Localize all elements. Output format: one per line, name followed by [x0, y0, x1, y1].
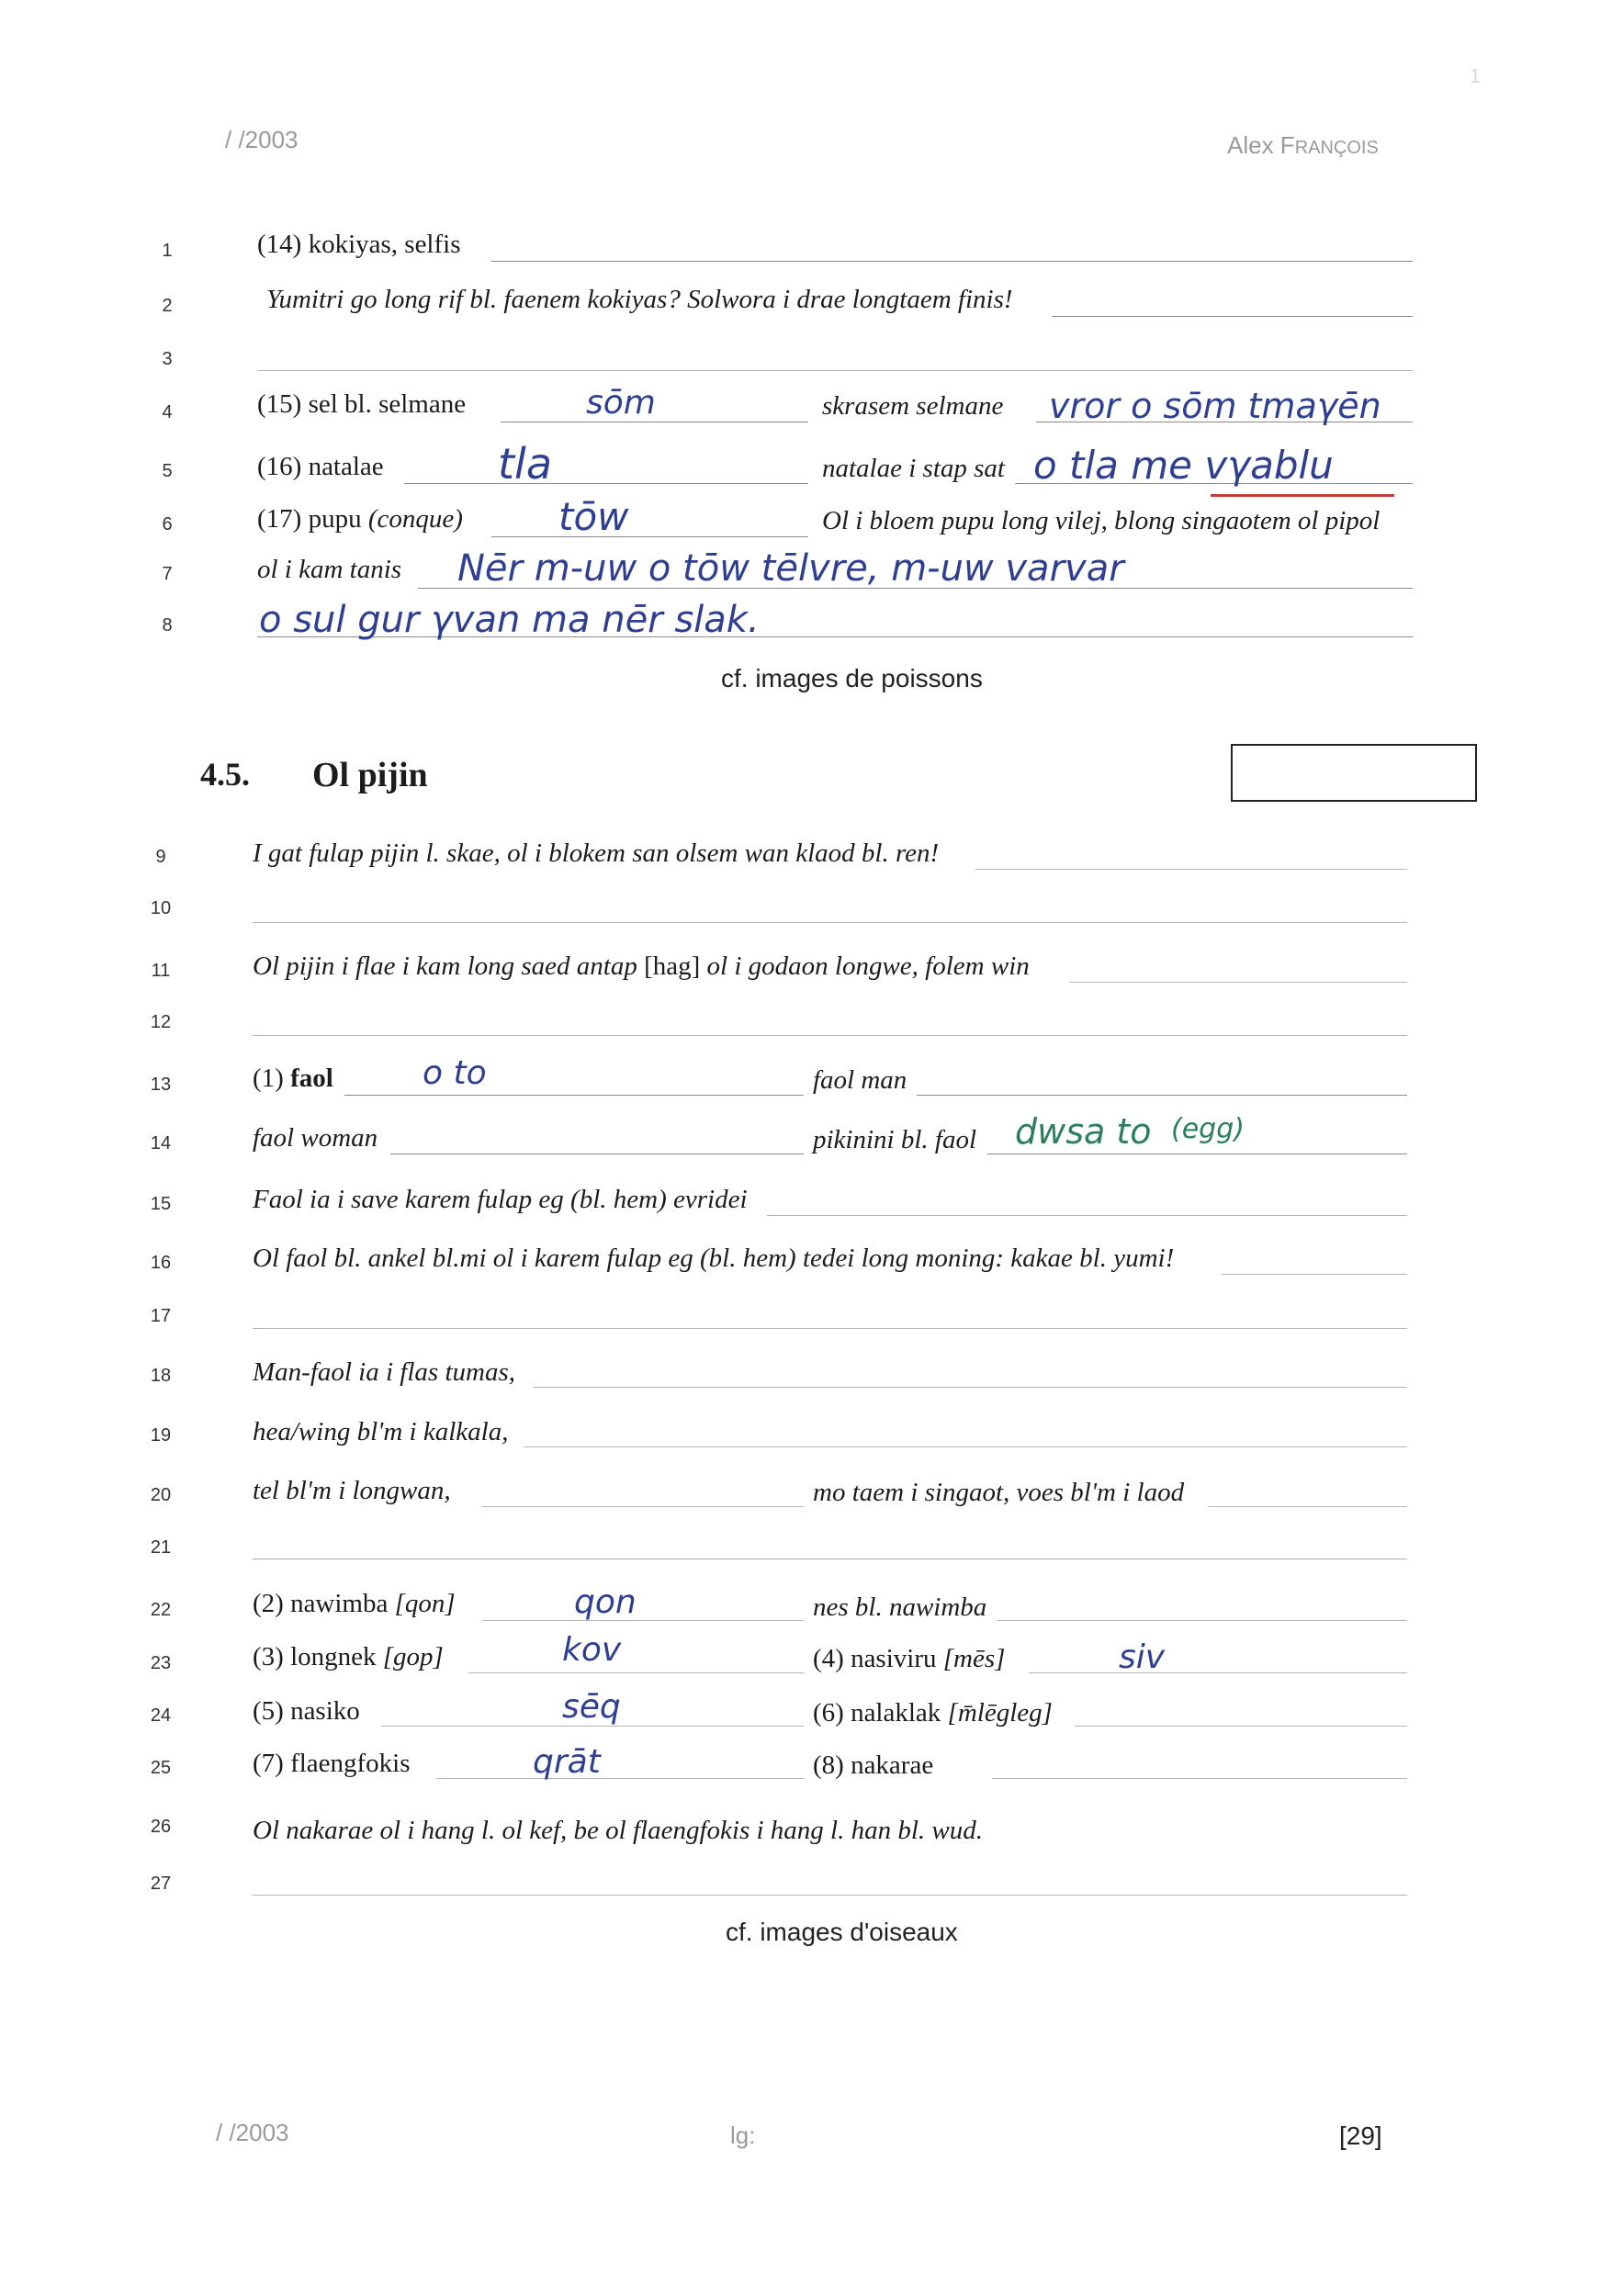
q1-answer-handwritten: o to [423, 1054, 487, 1092]
line-number: 21 [150, 1537, 172, 1558]
q5-label: (5) nasiko [253, 1696, 360, 1726]
line18-sentence: Man-faol ia i flas tumas, [253, 1357, 515, 1387]
corner-mark: 1 [1470, 64, 1482, 87]
line-number: 22 [150, 1600, 172, 1620]
crossref-oiseaux: cf. images d'oiseaux [726, 1918, 958, 1946]
q17-line2-answer-handwritten: Nēr m-uw o tōw tēlvre, m-uw varvar [457, 547, 1124, 590]
line11-part-c: ol i godaon longwe, folem win [700, 951, 1030, 981]
line-number: 11 [151, 961, 171, 981]
section-number: 4.5. [200, 756, 250, 793]
q4-word: (4) nasiviru [813, 1644, 943, 1673]
crossref-poissons: cf. images de poissons [721, 664, 983, 692]
line-number: 27 [150, 1874, 172, 1894]
q15-right-label: skrasem selmane [822, 391, 1004, 421]
q3-label [253, 1642, 444, 1672]
line14-right: pikinini bl. faol [813, 1125, 977, 1154]
q8-label: (8) nakarae [813, 1750, 934, 1780]
q2-label [253, 1589, 456, 1619]
q16-right-answer-handwritten: o tla me vγablu [1033, 443, 1334, 488]
q3-word: (3) longnek [253, 1642, 383, 1671]
header-date: / /2003 [225, 126, 299, 153]
section-title: Ol pijin [312, 756, 428, 794]
line-number: 6 [162, 514, 173, 535]
q17-line3-answer-handwritten: o sul gur γvan ma nēr slak. [259, 599, 760, 641]
line20-right: mo taem i singaot, voes bl'm i laod [813, 1478, 1185, 1507]
q16-right-label: natalae i stap sat [822, 454, 1005, 483]
q2-right-label: nes bl. nawimba [813, 1593, 987, 1622]
footer-lg-label: lg: [730, 2122, 756, 2149]
line11-bracket: [hag] [644, 951, 701, 981]
q2-answer-handwritten: qon [574, 1583, 637, 1621]
q7-answer-handwritten: qrāt [533, 1743, 601, 1781]
q15-answer-handwritten: sōm [586, 384, 656, 422]
line-number: 15 [150, 1194, 172, 1214]
answer-box [1231, 744, 1477, 802]
line-number: 16 [150, 1253, 172, 1273]
line-number: 10 [150, 898, 172, 918]
q2-word: (2) nawimba [253, 1589, 395, 1618]
line-number: 17 [150, 1306, 172, 1326]
q17-gloss: (conque) [367, 504, 463, 534]
line14-answer-handwritten: dwsa to [1015, 1111, 1152, 1152]
q16-answer-handwritten: tla [498, 439, 553, 489]
line15-sentence: Faol ia i save karem fulap eg (bl. hem) evridei [253, 1185, 748, 1214]
q15-right-answer-handwritten: vror o sōm tmaγēn [1049, 386, 1381, 426]
page-number: [29] [1339, 2122, 1382, 2150]
line-number: 18 [150, 1366, 172, 1386]
q7-label: (7) flaengfokis [253, 1749, 411, 1778]
q4-form: [mēs] [942, 1644, 1006, 1673]
q1-number: (1) [253, 1064, 291, 1093]
q17-word: (17) pupu [257, 504, 362, 534]
line-number: 23 [150, 1653, 172, 1673]
line-number: 25 [150, 1758, 172, 1778]
line-number: 2 [162, 296, 173, 316]
footer-date: / /2003 [216, 2119, 289, 2146]
header-author [1227, 131, 1379, 160]
line-number: 12 [150, 1012, 172, 1032]
q6-form: [m̄lēgleg] [947, 1698, 1053, 1728]
line-number: 9 [155, 847, 166, 867]
line14-answer-note: (egg) [1171, 1113, 1245, 1145]
line11-part-a: Ol pijin i flae i kam long saed antap [253, 951, 645, 981]
line19-sentence: hea/wing bl'm i kalkala, [253, 1417, 509, 1446]
q15-label: (15) sel bl. selmane [257, 389, 467, 419]
line-number: 13 [150, 1075, 172, 1095]
line9-sentence: I gat fulap pijin l. skae, ol i blokem san olsem wan klaod bl. ren! [253, 838, 940, 868]
q4-answer-handwritten: siv [1119, 1638, 1166, 1676]
q1-word: faol [290, 1064, 333, 1093]
line11-sentence [253, 951, 1030, 982]
q1-right-label: faol man [813, 1065, 907, 1095]
q17-right-sentence: Ol i bloem pupu long vilej, blong singaotem ol pipol [822, 506, 1381, 535]
author-smallcaps: RANÇOIS [1294, 138, 1379, 158]
author-initial: Alex F [1227, 131, 1295, 159]
line-number: 3 [162, 349, 173, 369]
line26-sentence: Ol nakarae ol i hang l. ol kef, be ol flaengfokis i hang l. han bl. wud. [253, 1816, 984, 1845]
line-number: 20 [150, 1485, 172, 1505]
line-number: 19 [150, 1425, 172, 1446]
q3-form: [gop] [382, 1642, 444, 1671]
q2-form: [qon] [394, 1589, 456, 1618]
q6-label [813, 1698, 1053, 1728]
line16-sentence: Ol faol bl. ankel bl.mi ol i karem fulap eg (bl. hem) tedei long moning: kakae bl. yumi! [253, 1244, 1175, 1273]
q4-label [813, 1644, 1005, 1674]
line-number: 7 [162, 564, 173, 584]
q17-answer-handwritten: tōw [558, 494, 629, 539]
line-number: 5 [162, 461, 173, 481]
q16-label: (16) natalae [257, 452, 384, 481]
q6-word: (6) nalaklak [813, 1698, 948, 1728]
line-number: 4 [162, 402, 173, 422]
line20-left: tel bl'm i longwan, [253, 1476, 451, 1505]
q14-label: (14) kokiyas, selfis [257, 230, 461, 259]
line-number: 14 [150, 1133, 172, 1154]
q14-sentence: Yumitri go long rif bl. faenem kokiyas? Solwora i drae longtaem finis! [266, 285, 1013, 314]
line14-left: faol woman [253, 1123, 378, 1153]
line-number: 24 [150, 1705, 172, 1726]
line-number: 1 [162, 241, 173, 261]
line-number: 8 [162, 615, 173, 636]
line-number: 26 [150, 1817, 172, 1837]
q1-label [253, 1064, 333, 1094]
q17-label [257, 504, 463, 535]
q17-line2-label: ol i kam tanis [257, 555, 402, 584]
q5-answer-handwritten: sēq [562, 1688, 621, 1726]
q3-answer-handwritten: kov [562, 1631, 622, 1669]
